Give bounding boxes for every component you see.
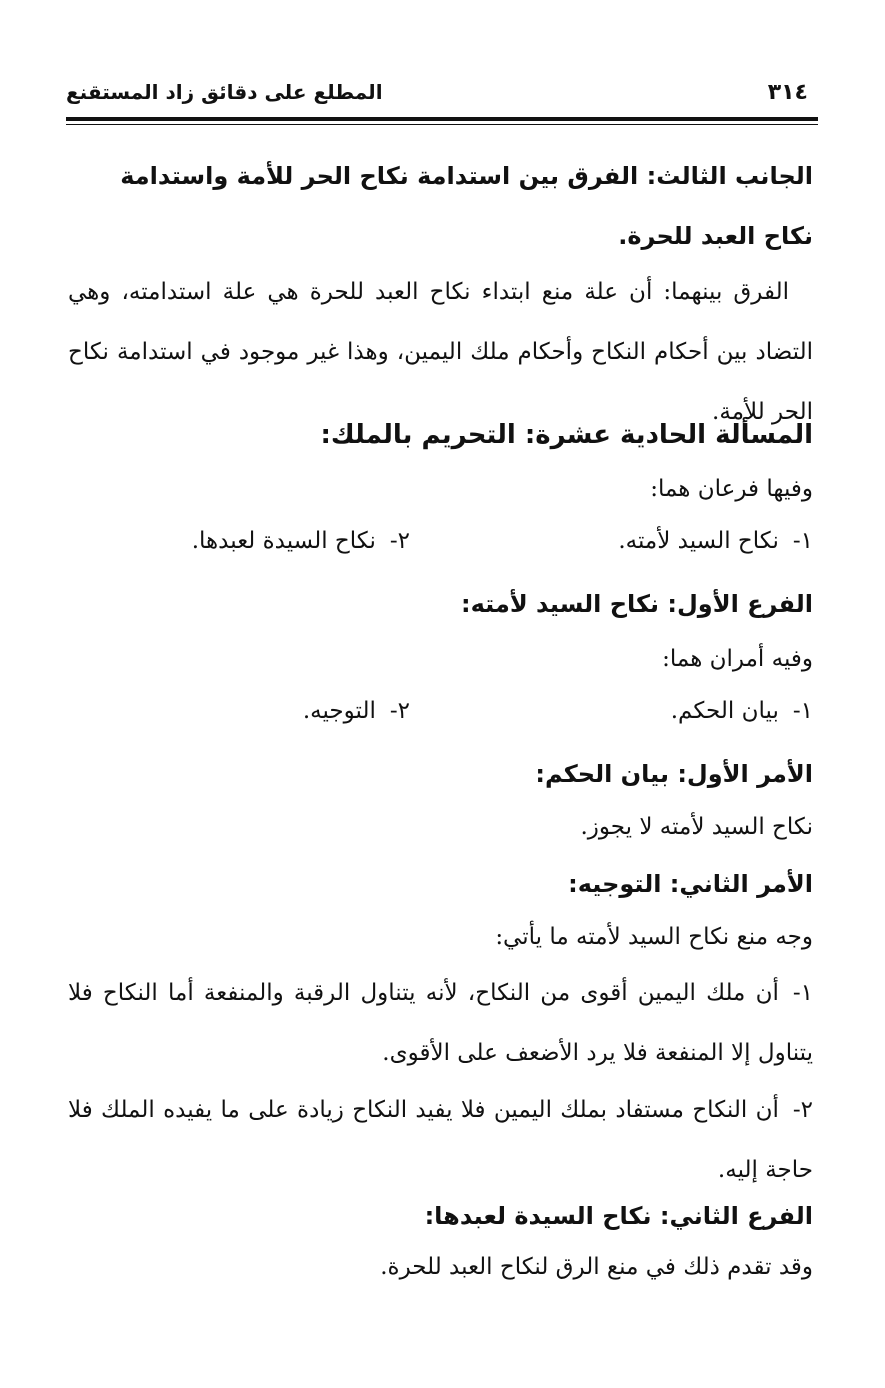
point-text: أن ملك اليمين أقوى من النكاح، لأنه يتناول الرقبة والمنفعة أما النكاح فلا يتناول إلا المنفعة فلا يرد الأضعف على الأقوى. <box>68 980 813 1066</box>
list-item <box>192 528 410 554</box>
running-header <box>66 78 818 118</box>
item-number: ١- <box>792 698 813 724</box>
item-number: ٢- <box>389 528 410 554</box>
page-number: ٣١٤ <box>767 80 808 105</box>
closing-text: وقد تقدم ذلك في منع الرق لنكاح العبد للحرة. <box>380 1254 813 1280</box>
item-text: نكاح السيد لأمته. <box>618 528 779 554</box>
list-item <box>671 698 813 724</box>
numbered-point <box>68 963 813 1083</box>
item-text: نكاح السيدة لعبدها. <box>191 528 376 554</box>
header-rule <box>66 117 818 121</box>
book-title: المطلع على دقائق زاد المستقنع <box>66 80 383 104</box>
branch-heading: الفرع الثاني: نكاح السيدة لعبدها: <box>424 1202 813 1230</box>
item-text: بيان الحكم. <box>670 698 779 724</box>
matter-heading: الأمر الأول: بيان الحكم: <box>535 760 813 788</box>
intro-text: وفيها فرعان هما: <box>650 476 813 502</box>
ruling-text: نكاح السيد لأمته لا يجوز. <box>580 814 813 840</box>
header-rule-thin <box>66 124 818 125</box>
paragraph: الفرق بينهما: أن علة منع ابتداء نكاح العبد للحرة هي علة استدامته، وهي التضاد بين أحكام النكاح وأحكام ملك اليمين، وهذا غير موجود في استدامة نكاح الحر للأمة. <box>68 279 813 425</box>
point-number: ٢- <box>792 1097 813 1123</box>
point-text: أن النكاح مستفاد بملك اليمين فلا يفيد النكاح زيادة على ما يفيده الملك فلا حاجة إليه. <box>68 1097 813 1183</box>
point-number: ١- <box>792 980 813 1006</box>
list-item <box>618 528 813 554</box>
intro-text: وجه منع نكاح السيد لأمته ما يأتي: <box>495 924 813 950</box>
matter-heading: الأمر الثاني: التوجيه: <box>568 870 813 898</box>
item-text: التوجيه. <box>302 698 376 724</box>
branch-heading: الفرع الأول: نكاح السيد لأمته: <box>461 590 813 618</box>
intro-text: وفيه أمران هما: <box>662 646 813 672</box>
numbered-point <box>68 1080 813 1200</box>
item-number: ٢- <box>389 698 410 724</box>
list-item <box>303 698 410 724</box>
section-heading: الجانب الثالث: الفرق بين استدامة نكاح الحر للأمة واستدامة نكاح العبد للحرة. <box>120 162 813 250</box>
issue-heading: المسألة الحادية عشرة: التحريم بالملك: <box>320 420 813 450</box>
item-number: ١- <box>792 528 813 554</box>
